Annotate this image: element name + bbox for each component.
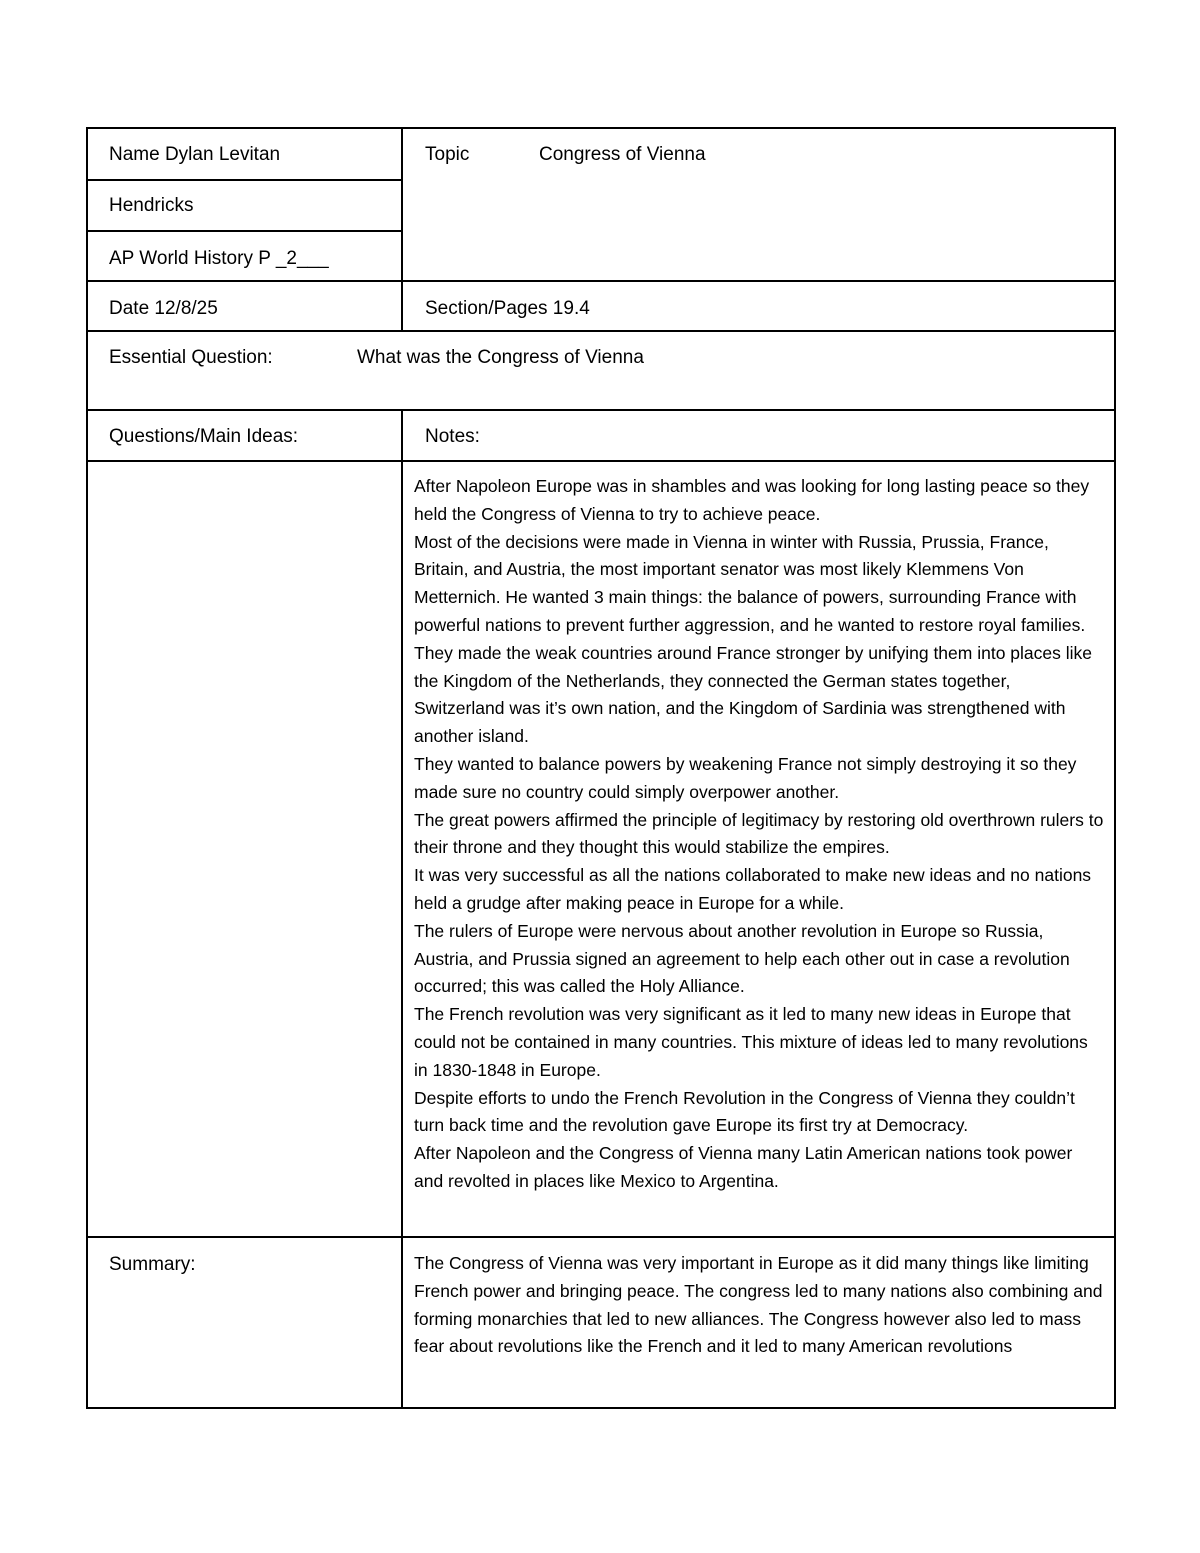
note-paragraph: They made the weak countries around France stronger by unifying them into places like the Kingdom of the Netherlands, they connected the German states together, Switzerland was it’s own nation, and the Kingdom of Sardinia was strengthened with another island. [414, 642, 1092, 747]
notes-body [414, 473, 1104, 1196]
summary-text: The Congress of Vienna was very important in Europe as it did many things like limiting French power and bringing peace. The congress led to many nations also combining and forming monarchies that led to new alliances. The Congress however also led to mass fear about revolutions like the French and it led to many American revolutions [414, 1253, 1103, 1357]
note-paragraph: It was very successful as all the nations collaborated to make new ideas and no nations held a grudge after making peace in Europe for a while. [414, 865, 1092, 913]
essential-question-label: Essential Question: [109, 347, 273, 368]
divider-name-row [86, 179, 403, 181]
topic-label: Topic [425, 144, 470, 165]
notes-header: Notes: [425, 426, 480, 447]
note-paragraph: Most of the decisions were made in Vienna in winter with Russia, Prussia, France, Britain, and Austria, the most important senator was most likely Klemmens Von Metternich. He wanted 3 main things: the balance of powers, surrounding France with powerful nations to prevent further aggression, and he wanted to restore royal families. [414, 531, 1086, 635]
note-paragraph: Despite efforts to undo the French Revolution in the Congress of Vienna they couldn’t turn back time and the revolution gave Europe its first try at Democracy. [414, 1087, 1075, 1136]
summary-label: Summary: [109, 1254, 196, 1275]
teacher-name: Hendricks [109, 195, 194, 216]
main-ideas-header: Questions/Main Ideas: [109, 426, 299, 447]
student-name: Name Dylan Levitan [109, 144, 281, 165]
note-paragraph: After Napoleon Europe was in shambles and was looking for long lasting peace so they held the Congress of Vienna to try to achieve peace. [414, 476, 1090, 524]
essential-question-value: What was the Congress of Vienna [357, 347, 644, 368]
topic-value: Congress of Vienna [539, 144, 706, 165]
date-field: Date 12/8/25 [109, 298, 218, 319]
center-divider-header [401, 127, 403, 332]
border-right [1114, 127, 1116, 1409]
note-paragraph: After Napoleon and the Congress of Vienna many Latin American nations took power and revolted in places like Mexico to Argentina. [414, 1143, 1073, 1191]
divider-teacher-row [86, 230, 403, 232]
divider-date-row [86, 330, 1116, 332]
divider-column-headers [86, 460, 1116, 462]
section-pages-field: Section/Pages 19.4 [425, 298, 590, 319]
note-paragraph: They wanted to balance powers by weakening France not simply destroying it so they made sure no country could simply overpower another. [414, 753, 1077, 802]
note-paragraph: The great powers affirmed the principle of legitimacy by restoring old overthrown rulers to their throne and they thought this would stabilize the empires. [414, 809, 1104, 858]
border-top [86, 127, 1116, 129]
class-period: AP World History P _2___ [109, 248, 329, 269]
note-paragraph: The rulers of Europe were nervous about another revolution in Europe so Russia, Austria, and Prussia signed an agreement to help each other out in case a revolution occurred; this was called the Holy Alliance. [414, 920, 1070, 997]
border-left [86, 127, 88, 1409]
border-bottom [86, 1407, 1116, 1409]
divider-header-bottom [86, 280, 1116, 282]
divider-notes-bottom [86, 1236, 1116, 1238]
divider-essential-question [86, 409, 1116, 411]
center-divider-body [401, 409, 403, 1409]
note-paragraph: The French revolution was very significant as it led to many new ideas in Europe that could not be contained in many countries. This mixture of ideas led to many revolutions in 1830-1848 in Europe. [414, 1004, 1088, 1080]
